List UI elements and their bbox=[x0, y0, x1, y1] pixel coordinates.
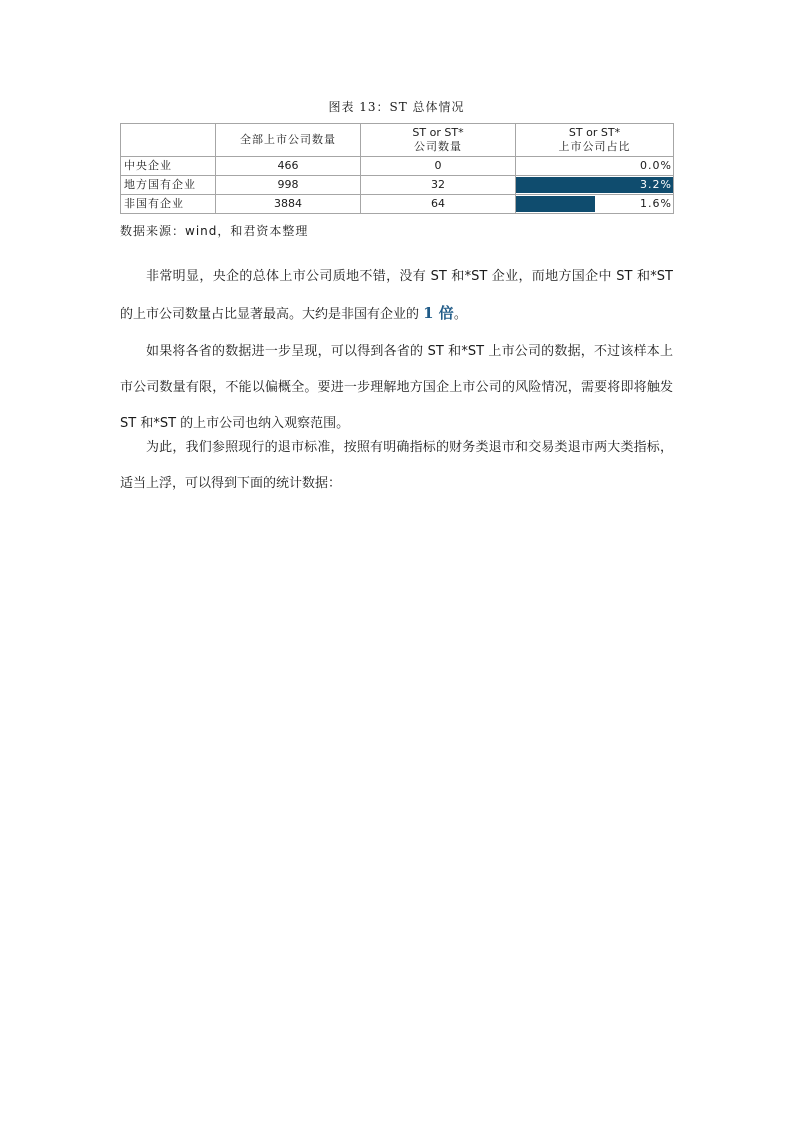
header-st-count-line2: 公司数量 bbox=[414, 140, 462, 153]
row-ratio-cell bbox=[516, 157, 674, 176]
text-run: 的上市公司数量占比显著最高。大约是非国有企业的 bbox=[120, 307, 424, 322]
row-name: 非国有企业 bbox=[121, 195, 216, 214]
row-name: 中央企业 bbox=[121, 157, 216, 176]
text-run: 和 bbox=[443, 344, 462, 359]
header-st-count-line1: ST or ST* bbox=[412, 126, 464, 139]
table-row bbox=[121, 176, 674, 195]
header-st-ratio-line1: ST or ST* bbox=[568, 126, 621, 139]
ratio-label: 0.0% bbox=[640, 159, 672, 172]
row-total: 998 bbox=[216, 176, 361, 195]
table-header-row bbox=[121, 124, 674, 157]
ratio-bar bbox=[516, 196, 595, 212]
text-run: ST bbox=[120, 416, 137, 431]
text-run: ST bbox=[430, 269, 447, 284]
source-latin: wind bbox=[185, 224, 218, 238]
text-run: 上市公司的数据，不过该样本上市公司数量有限，不能以偏概全。要进一步理解地方国企上市公司的风险情况，需要将即将触发 bbox=[120, 344, 673, 395]
header-empty bbox=[121, 124, 216, 157]
paragraph-2 bbox=[120, 334, 673, 442]
table-row bbox=[121, 195, 674, 214]
ratio-label: 3.2% bbox=[640, 178, 672, 191]
source-prefix: 数据来源： bbox=[120, 224, 186, 238]
text-run: *ST bbox=[461, 344, 485, 359]
header-st-ratio bbox=[516, 124, 674, 157]
table-row bbox=[121, 157, 674, 176]
header-total-listed: 全部上市公司数量 bbox=[216, 124, 361, 157]
text-run: 和 bbox=[446, 269, 465, 284]
row-total: 3884 bbox=[216, 195, 361, 214]
row-st-count: 32 bbox=[361, 176, 516, 195]
text-run: 企业，而地方国企中 bbox=[487, 269, 617, 284]
text-run: 和 bbox=[632, 269, 651, 284]
text-run: 如果将各省的数据进一步呈现，可以得到各省的 bbox=[146, 344, 428, 359]
ratio-label: 1.6% bbox=[640, 197, 672, 210]
header-st-count bbox=[361, 124, 516, 157]
paragraph-1 bbox=[120, 259, 673, 333]
text-run: 。 bbox=[453, 307, 467, 322]
text-run: 和 bbox=[136, 416, 154, 431]
text-run: 非常明显，央企的总体上市公司质地不错，没有 bbox=[146, 269, 431, 284]
text-run: ST bbox=[616, 269, 633, 284]
text-run: 的上市公司也纳入观察范围。 bbox=[176, 416, 350, 431]
text-run: *ST bbox=[650, 269, 673, 284]
row-name: 地方国有企业 bbox=[121, 176, 216, 195]
text-run: *ST bbox=[464, 269, 488, 284]
row-ratio-cell bbox=[516, 176, 674, 195]
source-suffix: ，和君资本整理 bbox=[217, 224, 309, 238]
highlight-text: 1 倍 bbox=[423, 304, 454, 322]
text-run: *ST bbox=[153, 416, 177, 431]
header-st-ratio-line2: 上市公司占比 bbox=[558, 140, 631, 153]
row-st-count: 0 bbox=[361, 157, 516, 176]
data-source-note bbox=[120, 222, 308, 239]
row-st-count: 64 bbox=[361, 195, 516, 214]
paragraph-3: 为此，我们参照现行的退市标准，按照有明确指标的财务类退市和交易类退市两大类指标，适当上浮，可以得到下面的统计数据： bbox=[120, 440, 673, 491]
st-summary-table bbox=[120, 123, 674, 214]
text-run: ST bbox=[427, 344, 444, 359]
row-total: 466 bbox=[216, 157, 361, 176]
figure-caption: 图表 13：ST 总体情况 bbox=[328, 100, 465, 114]
row-ratio-cell bbox=[516, 195, 674, 214]
